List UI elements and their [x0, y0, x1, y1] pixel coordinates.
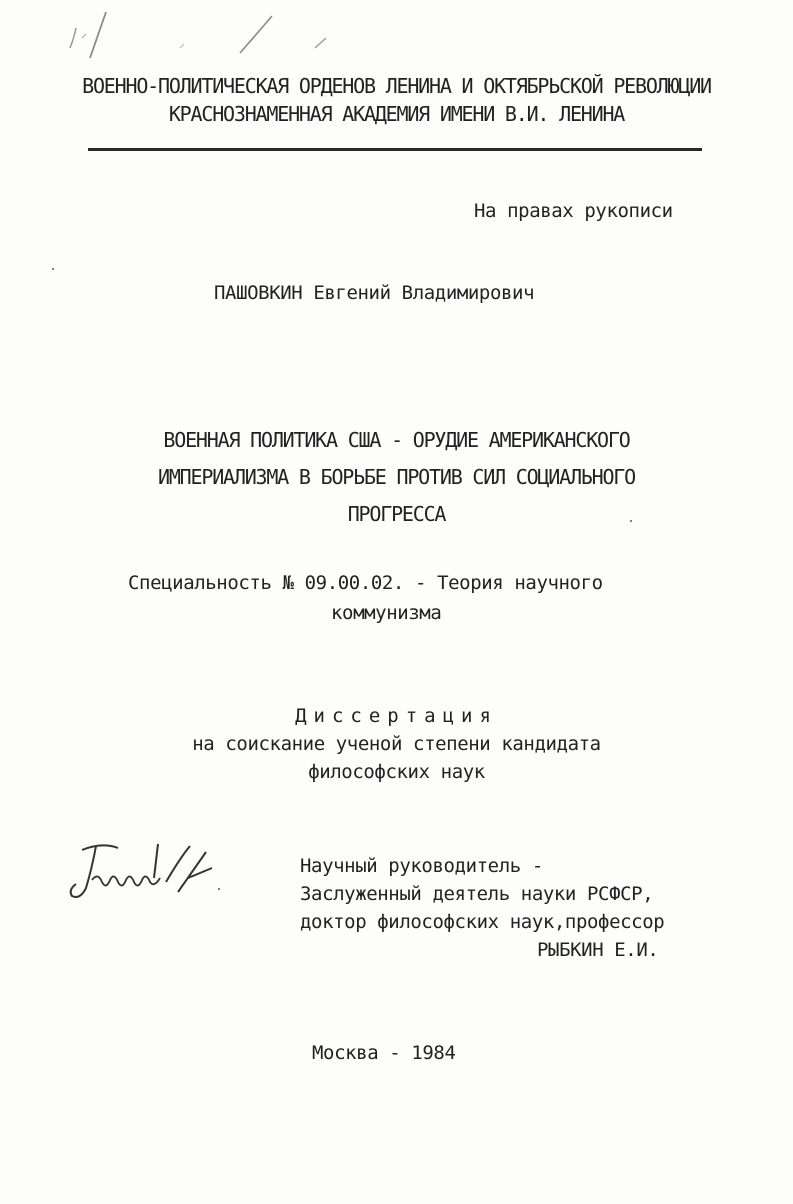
specialty-line-1: Специальность № 09.00.02. - Теория научного [128, 572, 603, 594]
scan-speck [218, 888, 220, 890]
scan-speck [52, 268, 54, 270]
author-name: ПАШОВКИН Евгений Владимирович [214, 282, 535, 304]
handwritten-marks [60, 8, 390, 68]
signature [62, 838, 222, 908]
title-line-1: ВОЕННАЯ ПОЛИТИКА США - ОРУДИЕ АМЕРИКАНСКОГО [163, 428, 630, 452]
dissertation-line-3: философских наук [308, 761, 485, 783]
supervisor-line-3: доктор философских наук,профессор [300, 911, 665, 933]
supervisor-line-1: Научный руководитель - [300, 855, 543, 877]
specialty-line-2: коммунизма [331, 602, 442, 624]
dissertation-line-2: на соискание ученой степени кандидата [192, 733, 601, 755]
supervisor-line-2: Заслуженный деятель науки РСФСР, [300, 883, 654, 905]
institution-line-2: КРАСНОЗНАМЕННАЯ АКАДЕМИЯ ИМЕНИ В.И. ЛЕНИНА [168, 102, 625, 126]
title-line-3: ПРОГРЕССА [347, 502, 446, 526]
city-year: Москва - 1984 [312, 1042, 456, 1064]
header-divider [88, 148, 702, 151]
institution-line-1: ВОЕННО-ПОЛИТИЧЕСКАЯ ОРДЕНОВ ЛЕНИНА И ОКТЯБРЬСКОЙ РЕВОЛЮЦИИ [82, 74, 711, 98]
manuscript-note: На правах рукописи [474, 200, 673, 222]
scan-speck [630, 520, 632, 522]
title-line-2: ИМПЕРИАЛИЗМА В БОРЬБЕ ПРОТИВ СИЛ СОЦИАЛЬНОГО [157, 465, 635, 489]
supervisor-name: РЫБКИН Е.И. [537, 939, 659, 961]
dissertation-heading: Диссертация [295, 705, 498, 727]
